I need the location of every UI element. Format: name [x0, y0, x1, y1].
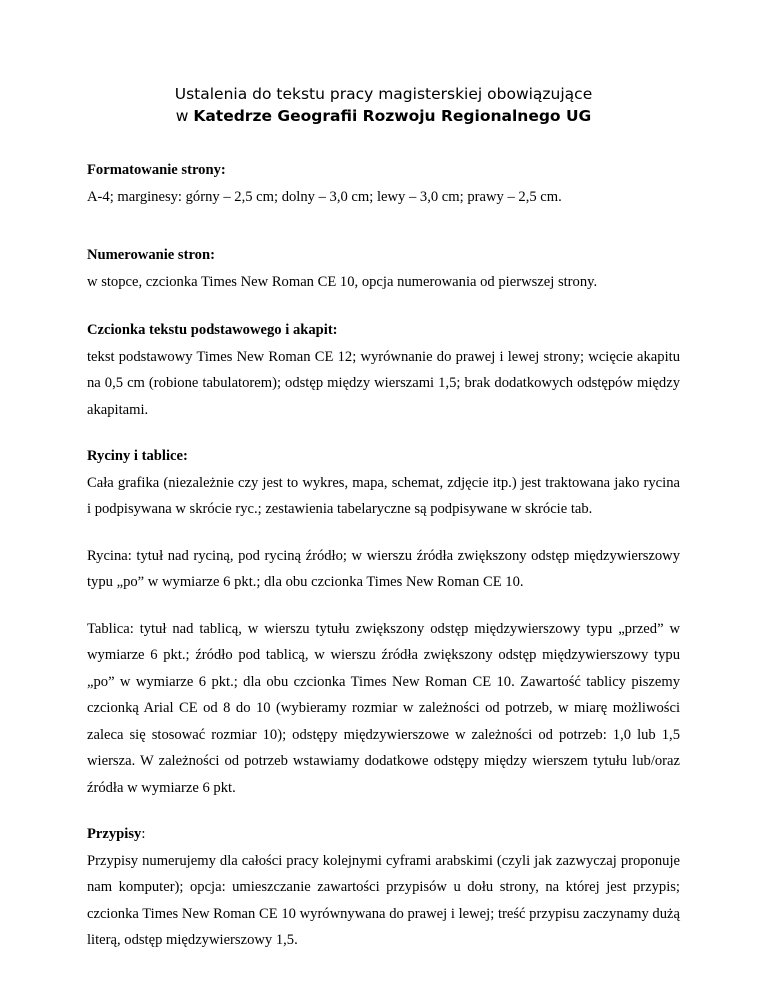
- section-text: w stopce, czcionka Times New Roman CE 10, opcja numerowania od pierwszej strony.: [87, 273, 598, 290]
- section-text: Przypisy numerujemy dla całości pracy kolejnymi cyframi arabskimi (czyli jak zazwyczaj proponuje nam komputer); opcja: umieszczanie zawartości przypisów u dołu strony, na której jest przypis; czcionka Times New Roman CE 10 wyrównywana do prawej i lewej; treść przypisu zaczynamy dużą literą, odstęp międzywierszowy 1,5.: [87, 852, 680, 948]
- section-text: Tablica: tytuł nad tablicą, w wierszu tytułu zwiększony odstęp międzywierszowy typu „przed” w wymiarze 6 pkt.; źródło pod tablicą, w wierszu źródła zwiększony odstęp międzywierszowy typu „po” w wymiarze 6 pkt.; dla obu czcionka Times New Roman CE 10. Zawartość tablicy piszemy czcionką Arial CE od 8 do 10 (wybieramy rozmiar w zależności od potrzeb, w miarę możliwości zaleca się stosować rozmiar 10); odstępy międzywierszowe w zależności od potrzeb: 1,0 lub 1,5 wiersza. W zależności od potrzeb wstawiamy dodatkowe odstępy między wierszem tytułu lub/oraz źródła w wymiarze 6 pkt.: [87, 620, 680, 796]
- document-page: [87, 0, 680, 954]
- section-ryciny: [87, 443, 680, 523]
- title-line-2-prefix: w: [175, 107, 194, 125]
- section-text: Cała grafika (niezależnie czy jest to wykres, mapa, schemat, zdjęcie itp.) jest traktowana jako rycina i podpisywana w skrócie ryc.; zestawienia tabelaryczne są podpisywane w skrócie tab.: [87, 474, 680, 517]
- title-line-2-bold: Katedrze Geografii Rozwoju Regionalnego UG: [193, 107, 592, 125]
- section-heading: Formatowanie strony:: [87, 162, 226, 178]
- section-heading: Ryciny i tablice:: [87, 448, 188, 464]
- section-tablica: [87, 616, 680, 802]
- section-heading-colon: :: [141, 826, 146, 842]
- section-heading-text: Przypisy: [87, 826, 142, 842]
- section-text: Rycina: tytuł nad ryciną, pod ryciną źródło; w wierszu źródła zwiększony odstęp międzywierszowy typu „po” w wymiarze 6 pkt.; dla obu czcionka Times New Roman CE 10.: [87, 547, 680, 590]
- title-line-2: [75, 105, 692, 127]
- section-przypisy: [87, 821, 680, 954]
- section-rycina: [87, 543, 680, 596]
- section-heading: Czcionka tekstu podstawowego i akapit:: [87, 322, 338, 338]
- document-title: [75, 83, 692, 127]
- title-line-1: Ustalenia do tekstu pracy magisterskiej obowiązujące: [174, 85, 593, 103]
- section-heading: Numerowanie stron:: [87, 247, 215, 263]
- section-czcionka: [87, 317, 680, 423]
- section-heading: [87, 821, 680, 848]
- section-formatowanie: [87, 157, 680, 210]
- section-text: tekst podstawowy Times New Roman CE 12; wyrównanie do prawej i lewej strony; wcięcie akapitu na 0,5 cm (robione tabulatorem); odstęp między wierszami 1,5; brak dodatkowych odstępów między akapitami.: [87, 348, 680, 418]
- section-text: A-4; marginesy: górny – 2,5 cm; dolny – 3,0 cm; lewy – 3,0 cm; prawy – 2,5 cm.: [87, 188, 562, 205]
- section-numerowanie: [87, 242, 680, 295]
